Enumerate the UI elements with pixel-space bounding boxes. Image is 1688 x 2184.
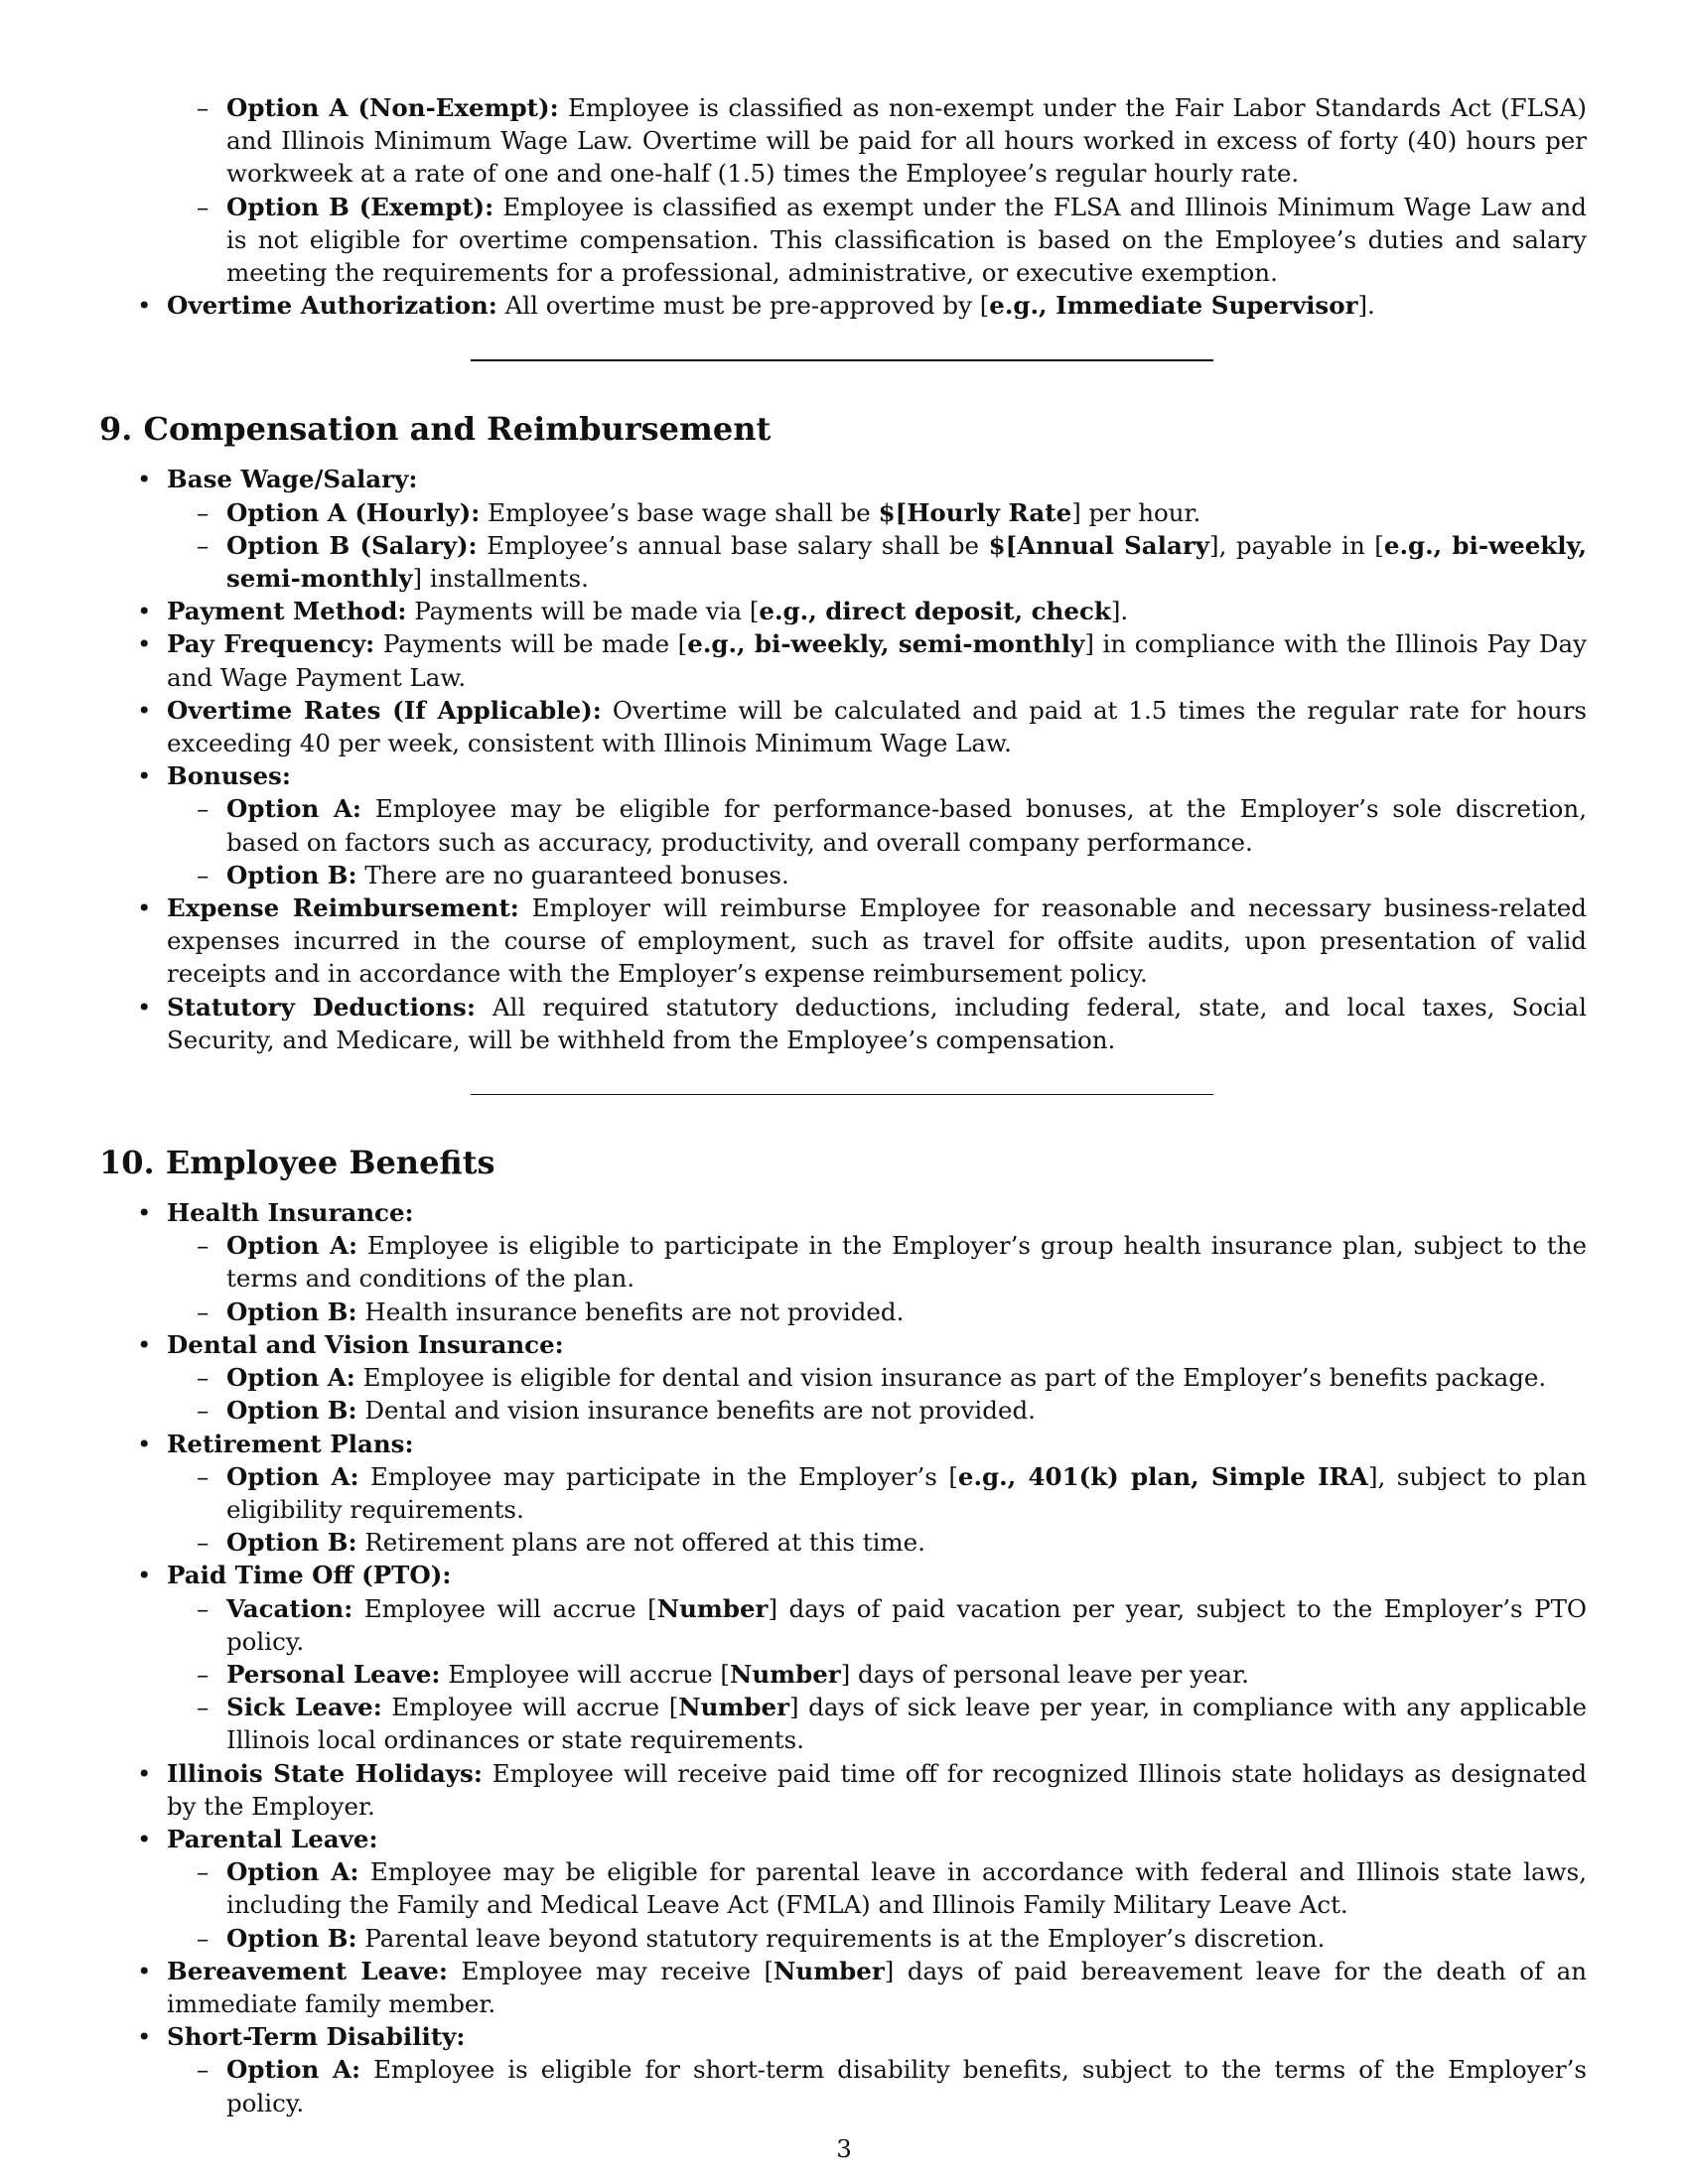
- section-10-heading: 10. Employee Benefits: [99, 1144, 495, 1182]
- pto-item: • Paid Time Off (PTO): – Vacation: Employee will accrue [Number] days of paid vacation per year, subject to the Employer’s PTO policy. – Personal Leave: Employee will accrue [Number] days of personal leave per year. – Sick Leave: Employee will accrue [Number] days of sick leave per year, in compliance with any applicable Illinois local ordinances or state requirements.: [99, 1559, 1587, 1756]
- disability-option-a: – Option A: Employee is eligible for short-term disability benefits, subject to the terms of the Employer’s policy.: [99, 2053, 1587, 2118]
- payment-method-item: • Payment Method: Payments will be made via [e.g., direct deposit, check].: [99, 595, 1587, 627]
- statutory-deductions-item: • Statutory Deductions: All required statutory deductions, including federal, state, and local taxes, Social Security, and Medicare, will be withheld from the Employee’s compensation.: [99, 991, 1587, 1056]
- overtime-option-b: – Option B (Exempt): Employee is classified as exempt under the FLSA and Illinois Minimum Wage Law and is not eligible for overtime compensation. This classification is based on the Employee’s duties and salary meeting the requirements for a professional, administrative, or executive exemption.: [99, 191, 1587, 290]
- parental-leave-item: • Parental Leave: – Option A: Employee may be eligible for parental leave in accordance with federal and Illinois state laws, including the Family and Medical Leave Act (FMLA) and Illinois Family Military Leave Act. – Option B: Parental leave beyond statutory requirements is at the Employer’s discretion.: [99, 1823, 1587, 1955]
- dental-option-a: – Option A: Employee is eligible for dental and vision insurance as part of the Employer’s benefits package.: [99, 1361, 1587, 1394]
- section-divider: [471, 359, 1213, 361]
- base-wage-option-a: – Option A (Hourly): Employee’s base wage shall be $[Hourly Rate] per hour.: [99, 496, 1587, 529]
- retirement-option-b: – Option B: Retirement plans are not offered at this time.: [99, 1526, 1587, 1559]
- overtime-rates-item: • Overtime Rates (If Applicable): Overtime will be calculated and paid at 1.5 times the regular rate for hours exceeding 40 per week, consistent with Illinois Minimum Wage Law.: [99, 694, 1587, 759]
- bereavement-leave-item: • Bereavement Leave: Employee may receive [Number] days of paid bereavement leave for the death of an immediate family member.: [99, 1955, 1587, 2020]
- bonuses-item: • Bonuses: – Option A: Employee may be eligible for performance-based bonuses, at the Employer’s sole discretion, based on factors such as accuracy, productivity, and overall company performance. – Option B: There are no guaranteed bonuses.: [99, 759, 1587, 891]
- health-insurance-item: • Health Insurance: – Option A: Employee is eligible to participate in the Employer’s group health insurance plan, subject to the terms and conditions of the plan. – Option B: Health insurance benefits are not provided.: [99, 1196, 1587, 1328]
- base-wage-item: • Base Wage/Salary: – Option A (Hourly): Employee’s base wage shall be $[Hourly Rate] per hour. – Option B (Salary): Employee’s annual base salary shall be $[Annual Salary], payable in [e.g., bi-weekly, semi-monthly] installments.: [99, 463, 1587, 595]
- retirement-plans-item: • Retirement Plans: – Option A: Employee may participate in the Employer’s [e.g., 401(k) plan, Simple IRA], subject to plan eligibility requirements. – Option B: Retirement plans are not offered at this time.: [99, 1428, 1587, 1560]
- health-option-a: – Option A: Employee is eligible to participate in the Employer’s group health insurance plan, subject to the terms and conditions of the plan.: [99, 1229, 1587, 1295]
- base-wage-option-b: – Option B (Salary): Employee’s annual base salary shall be $[Annual Salary], payable in [e.g., bi-weekly, semi-monthly] installments.: [99, 529, 1587, 595]
- parental-option-a: – Option A: Employee may be eligible for parental leave in accordance with federal and Illinois state laws, including the Family and Medical Leave Act (FMLA) and Illinois Family Military Leave Act.: [99, 1855, 1587, 1921]
- bonuses-option-a: – Option A: Employee may be eligible for performance-based bonuses, at the Employer’s sole discretion, based on factors such as accuracy, productivity, and overall company performance.: [99, 792, 1587, 858]
- pto-sick: – Sick Leave: Employee will accrue [Number] days of sick leave per year, in compliance with any applicable Illinois local ordinances or state requirements.: [99, 1691, 1587, 1756]
- retirement-option-a: – Option A: Employee may participate in the Employer’s [e.g., 401(k) plan, Simple IRA], subject to plan eligibility requirements.: [99, 1460, 1587, 1526]
- dental-option-b: – Option B: Dental and vision insurance benefits are not provided.: [99, 1394, 1587, 1427]
- overtime-authorization-list: [99, 289, 1587, 322]
- page-number: 3: [836, 2134, 852, 2163]
- dental-vision-item: • Dental and Vision Insurance: – Option A: Employee is eligible for dental and vision insurance as part of the Employer’s benefits package. – Option B: Dental and vision insurance benefits are not provided.: [99, 1328, 1587, 1428]
- overtime-authorization: • Overtime Authorization: All overtime must be pre-approved by [e.g., Immediate Supervisor].: [99, 289, 1587, 322]
- pto-personal: – Personal Leave: Employee will accrue [Number] days of personal leave per year.: [99, 1658, 1587, 1691]
- health-option-b: – Option B: Health insurance benefits are not provided.: [99, 1296, 1587, 1328]
- overtime-options-list: [99, 91, 1587, 289]
- overtime-option-a: – Option A (Non-Exempt): Employee is classified as non-exempt under the Fair Labor Standards Act (FLSA) and Illinois Minimum Wage Law. Overtime will be paid for all hours worked in excess of forty (40) hours per workweek at a rate of one and one-half (1.5) times the Employee’s regular hourly rate.: [99, 91, 1587, 191]
- section-9-heading: 9. Compensation and Reimbursement: [99, 410, 772, 449]
- pay-frequency-item: • Pay Frequency: Payments will be made [e.g., bi-weekly, semi-monthly] in compliance with the Illinois Pay Day and Wage Payment Law.: [99, 627, 1587, 693]
- section-divider: [471, 1094, 1213, 1095]
- short-term-disability-item: • Short-Term Disability: – Option A: Employee is eligible for short-term disability benefits, subject to the terms of the Employer’s policy.: [99, 2020, 1587, 2119]
- section-9-list: [99, 463, 1587, 1056]
- pto-vacation: – Vacation: Employee will accrue [Number] days of paid vacation per year, subject to the Employer’s PTO policy.: [99, 1592, 1587, 1658]
- bonuses-option-b: – Option B: There are no guaranteed bonuses.: [99, 859, 1587, 891]
- parental-option-b: – Option B: Parental leave beyond statutory requirements is at the Employer’s discretion.: [99, 1922, 1587, 1955]
- state-holidays-item: • Illinois State Holidays: Employee will receive paid time off for recognized Illinois state holidays as designated by the Employer.: [99, 1757, 1587, 1823]
- expense-reimbursement-item: • Expense Reimbursement: Employer will reimburse Employee for reasonable and necessary business-related expenses incurred in the course of employment, such as travel for offsite audits, upon presentation of valid receipts and in accordance with the Employer’s expense reimbursement policy.: [99, 891, 1587, 991]
- section-10-list: [99, 1196, 1587, 2119]
- page-content: [99, 91, 1587, 2119]
